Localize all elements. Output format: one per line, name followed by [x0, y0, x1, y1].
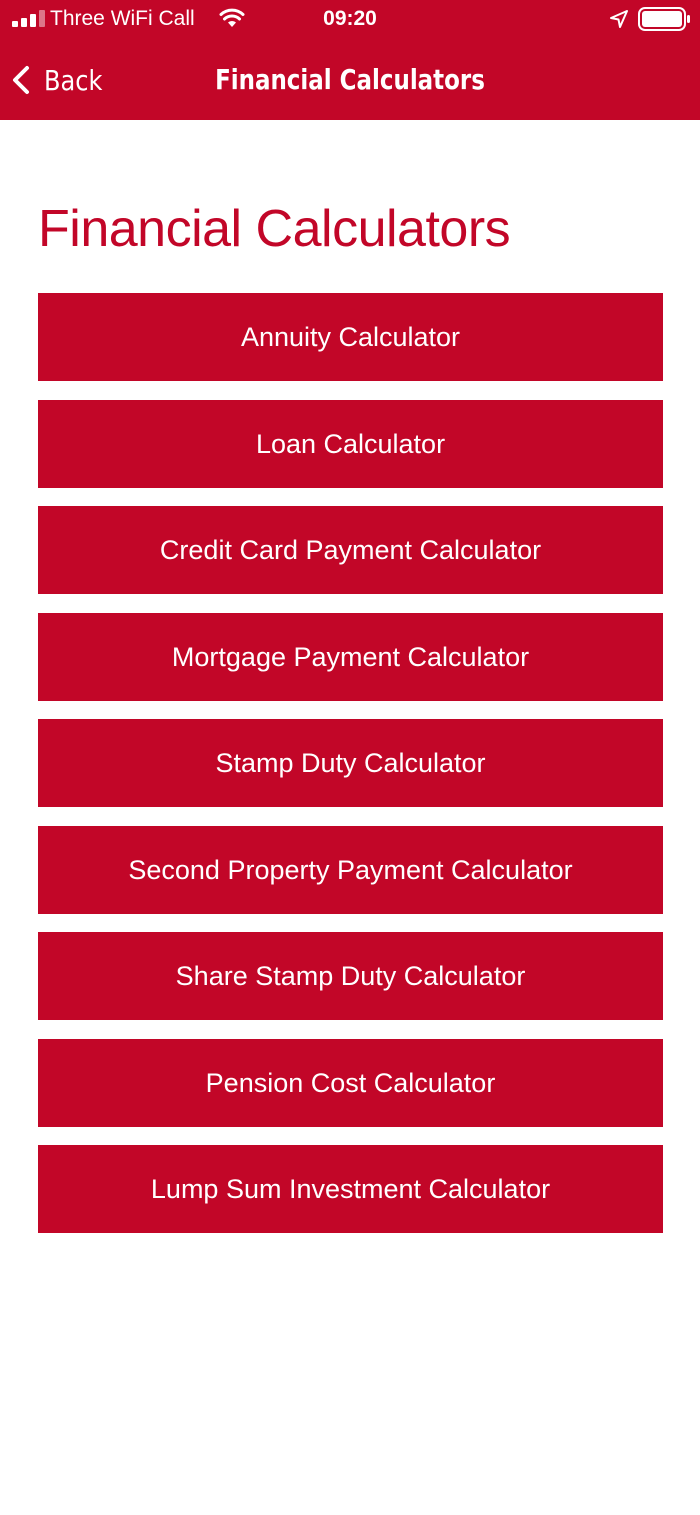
- share-stamp-duty-calculator-button[interactable]: Share Stamp Duty Calculator: [38, 932, 663, 1020]
- stamp-duty-calculator-button[interactable]: Stamp Duty Calculator: [38, 719, 663, 807]
- top-bar: [0, 0, 700, 120]
- signal-icon: [12, 10, 46, 27]
- second-property-payment-calculator-button[interactable]: Second Property Payment Calculator: [38, 826, 663, 914]
- loan-calculator-button[interactable]: Loan Calculator: [38, 400, 663, 488]
- location-arrow-icon: [609, 10, 629, 29]
- battery-icon: [638, 7, 692, 31]
- carrier-name: Three WiFi Call: [50, 7, 195, 30]
- chevron-left-icon: [10, 65, 32, 95]
- page-title: Financial Calculators: [38, 200, 511, 258]
- wifi-icon: [219, 8, 245, 28]
- status-bar: [0, 0, 700, 40]
- nav-title: Financial Calculators: [215, 63, 485, 96]
- lump-sum-investment-calculator-button[interactable]: Lump Sum Investment Calculator: [38, 1145, 663, 1233]
- pension-cost-calculator-button[interactable]: Pension Cost Calculator: [38, 1039, 663, 1127]
- annuity-calculator-button[interactable]: Annuity Calculator: [38, 293, 663, 381]
- mortgage-payment-calculator-button[interactable]: Mortgage Payment Calculator: [38, 613, 663, 701]
- credit-card-payment-calculator-button[interactable]: Credit Card Payment Calculator: [38, 506, 663, 594]
- back-button[interactable]: [10, 60, 112, 100]
- back-label: Back: [44, 63, 103, 97]
- calculator-list: [38, 293, 663, 1252]
- status-time: 09:20: [323, 7, 377, 30]
- navigation-bar: [0, 48, 700, 114]
